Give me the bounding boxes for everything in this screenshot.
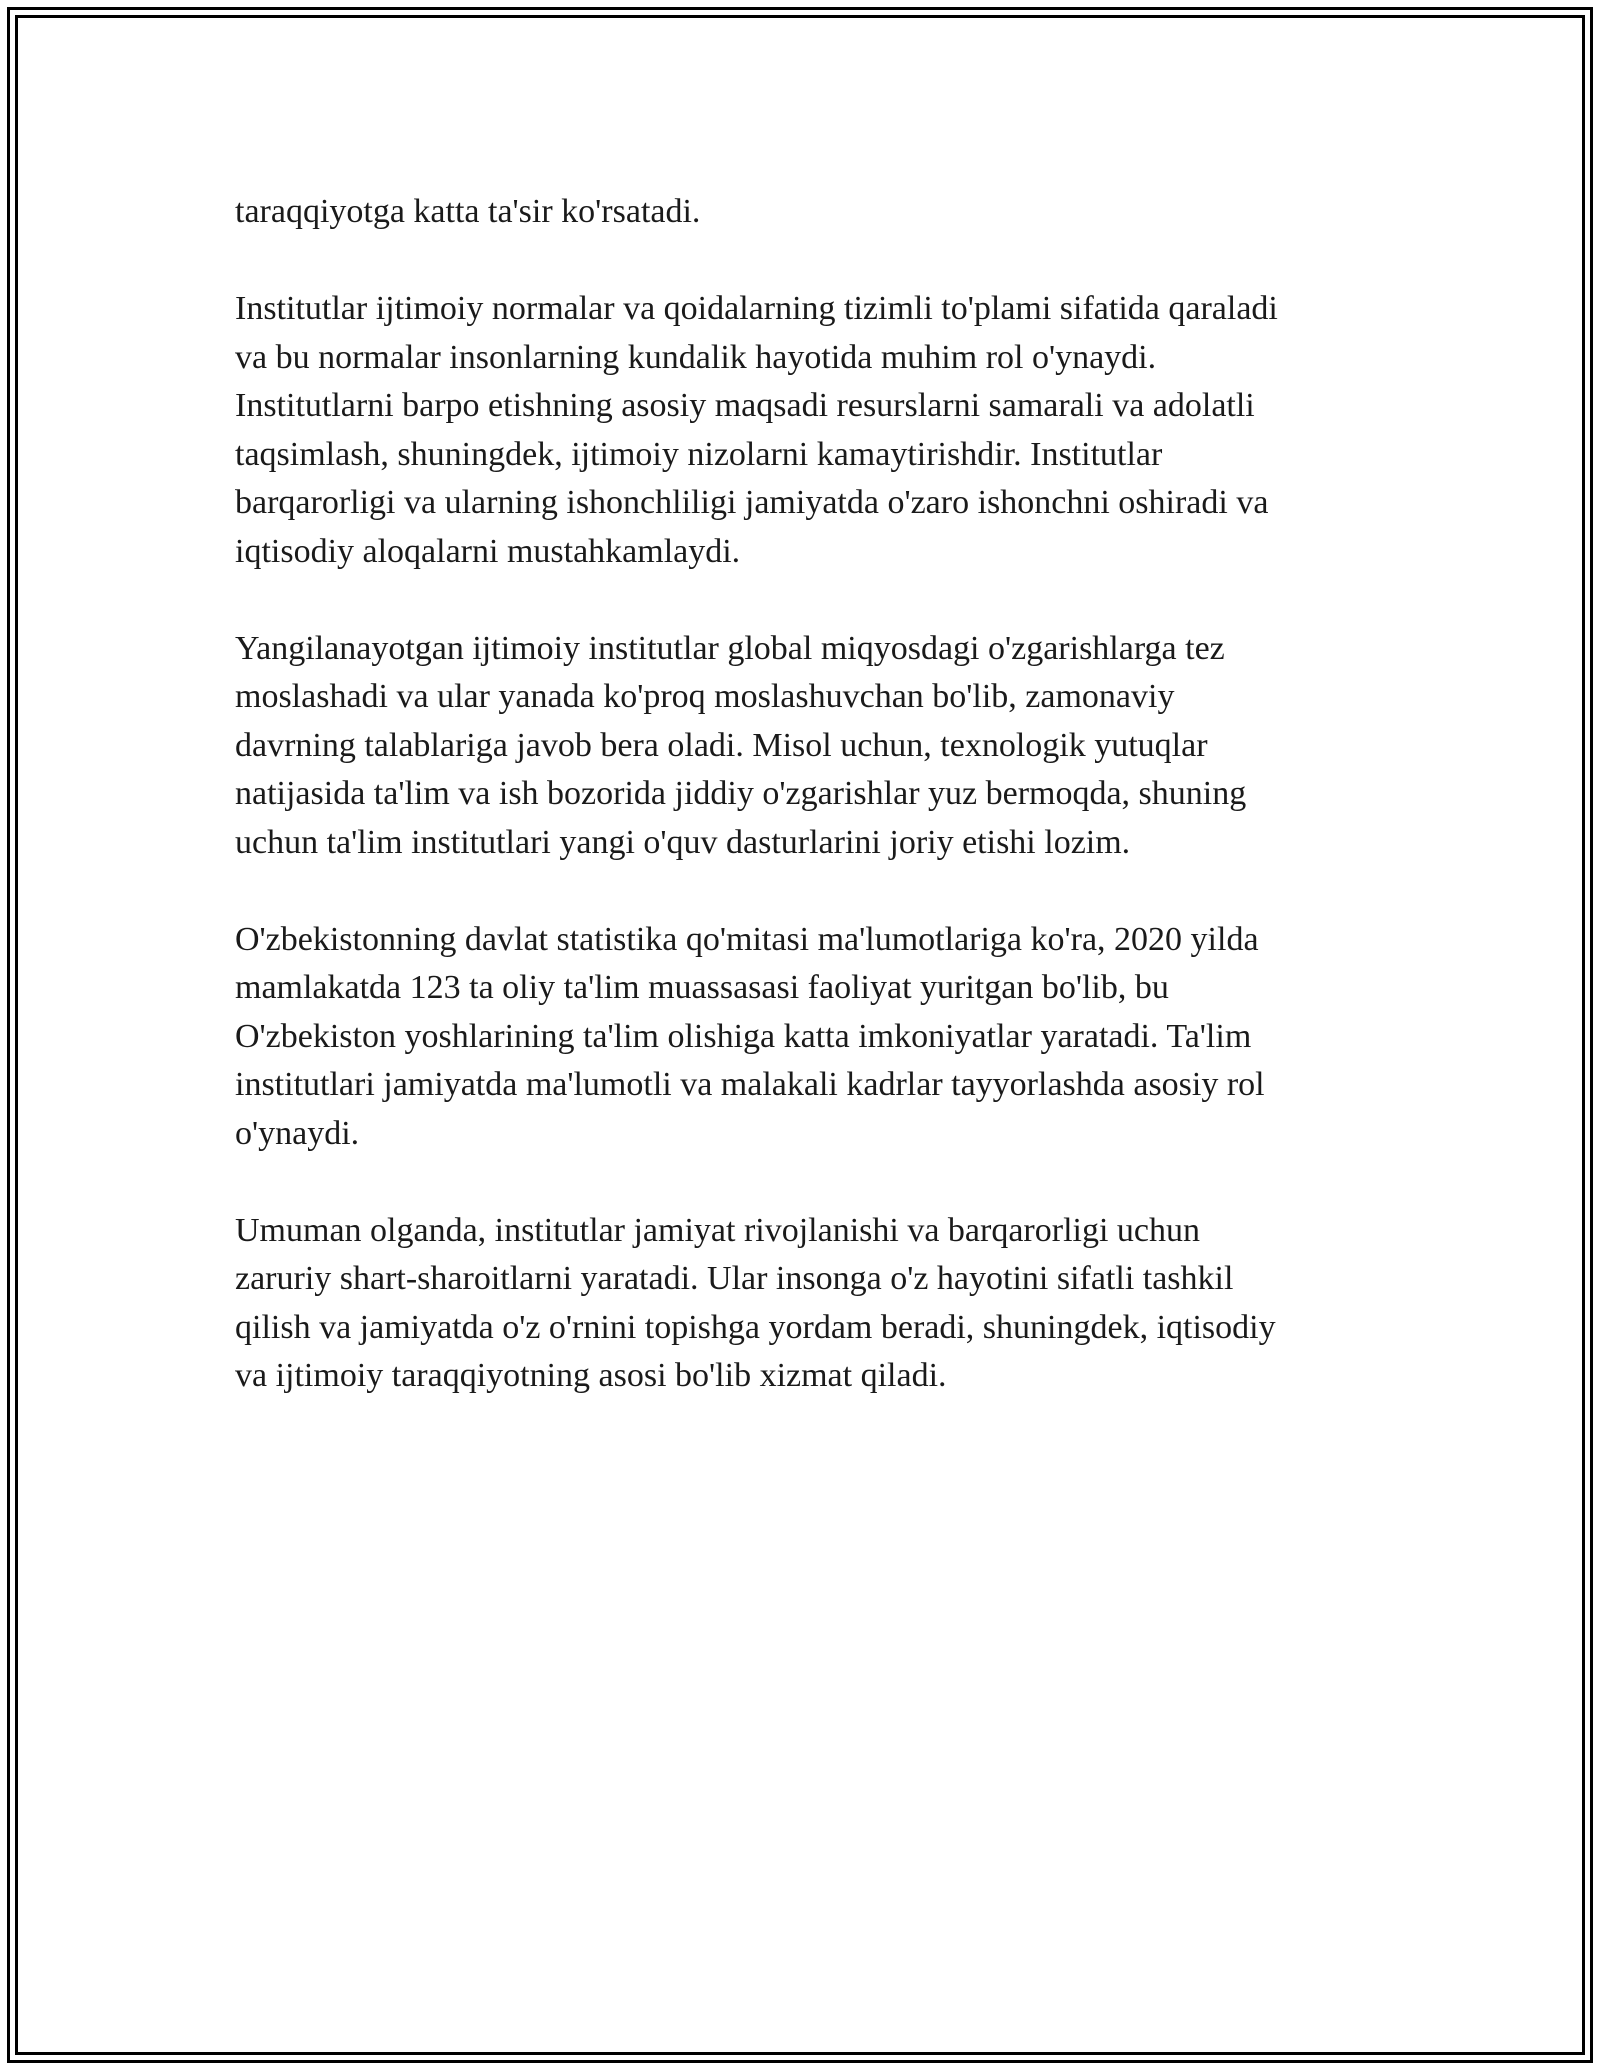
paragraph-conclusion: Umuman olganda, institutlar jamiyat rivojlanishi va barqarorligi uchun zaruriy shart-sharoitlarni yaratadi. Ular insonga o'z hayotini sifatli tashkil qilish va jamiyatda o'z o'rnini topishga yordam beradi, shuningdek, iqtisodiy va ijtimoiy taraqqiyotning asosi bo'lib xizmat qiladi. [235,1211,1276,1394]
document-body [235,188,1375,1449]
paragraph-continuation: taraqqiyotga katta ta'sir ko'rsatadi. [235,193,701,230]
paragraph-modernizing-institutions: Yangilanayotgan ijtimoiy institutlar global miqyosdagi o'zgarishlarga tez moslashadi va ular yanada ko'proq moslashuvchan bo'lib, zamonaviy davrning talablariga javob bera oladi. Misol uchun, texnologik yutuqlar natijasida ta'lim va ish bozorida jiddiy o'zgarishlar yuz bermoqda, shuning uchun ta'lim institutlari yangi o'quv dasturlarini joriy etishi lozim. [235,629,1247,861]
paragraph-institutions-norms: Institutlar ijtimoiy normalar va qoidalarning tizimli to'plami sifatida qaraladi va bu normalar insonlarning kundalik hayotida muhim rol o'ynaydi. Institutlarni barpo etishning asosiy maqsadi resurslarni samarali va adolatli taqsimlash, shuningdek, ijtimoiy nizolarni kamaytirishdir. Institutlar barqarorligi va ularning ishonchliligi jamiyatda o'zaro ishonchni oshiradi va iqtisodiy aloqalarni mustahkamlaydi. [235,290,1278,570]
paragraph-statistics: O'zbekistonning davlat statistika qo'mitasi ma'lumotlariga ko'ra, 2020 yilda mamlakatda 123 ta oliy ta'lim muassasasi faoliyat yuritgan bo'lib, bu O'zbekiston yoshlarining ta'lim olishiga katta imkoniyatlar yaratadi. Ta'lim institutlari jamiyatda ma'lumotli va malakali kadrlar tayyorlashda asosiy rol o'ynaydi. [235,920,1265,1152]
